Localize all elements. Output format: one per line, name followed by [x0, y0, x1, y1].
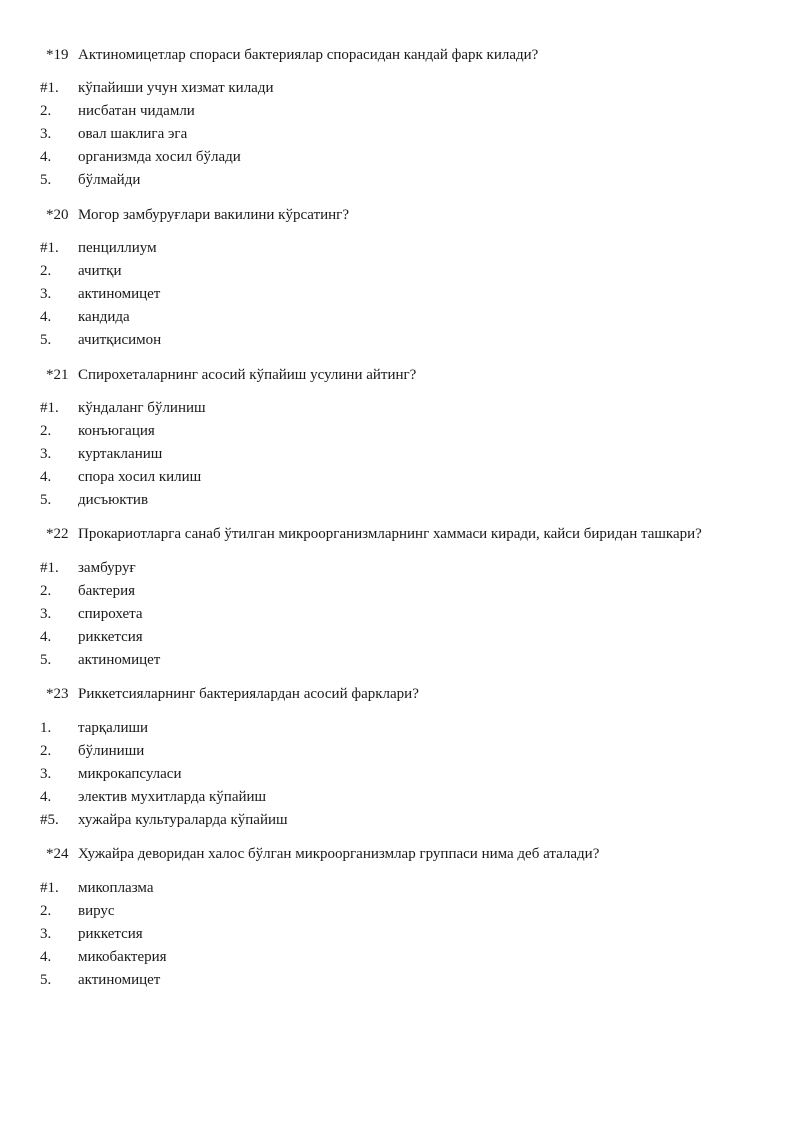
answer-option	[0, 717, 800, 739]
option-text: электив мухитларда кўпайиш	[78, 789, 267, 805]
question-number: *20	[46, 207, 69, 223]
option-marker: 2.	[40, 743, 52, 759]
answer-option	[0, 923, 800, 945]
option-marker: #1.	[40, 240, 59, 256]
question-text: Актиномицетлар спораси бактериялар спорасидан кандай фарк килади?	[78, 47, 539, 63]
answer-option	[0, 786, 800, 808]
question-text: Хужайра деворидан халос бўлган микроорганизмлар группаси нима деб аталади?	[78, 846, 600, 862]
option-marker: 4.	[40, 469, 52, 485]
option-marker: #1.	[40, 400, 59, 416]
answer-option	[0, 169, 800, 191]
answer-option	[0, 260, 800, 282]
question-number: *21	[46, 367, 69, 383]
option-text: кўпайиши учун хизмат килади	[78, 80, 274, 96]
option-marker: 3.	[40, 286, 52, 302]
option-marker: 5.	[40, 332, 52, 348]
option-text: микрокапсуласи	[78, 766, 182, 782]
option-text: ачитқисимон	[78, 332, 162, 348]
option-marker: 3.	[40, 446, 52, 462]
option-text: конъюгация	[78, 423, 155, 439]
option-marker: 2.	[40, 423, 52, 439]
option-text: организмда хосил бўлади	[78, 149, 241, 165]
answer-option	[0, 969, 800, 991]
question-text: Спирохеталарнинг асосий кўпайиш усулини айтинг?	[78, 367, 417, 383]
option-text: риккетсия	[78, 629, 143, 645]
option-text: куртакланиш	[78, 446, 163, 462]
option-marker: 5.	[40, 652, 52, 668]
answer-option	[0, 580, 800, 602]
option-marker: 1.	[40, 720, 52, 736]
option-marker: 3.	[40, 606, 52, 622]
answer-option	[0, 626, 800, 648]
question-number: *22	[46, 526, 69, 542]
answer-option	[0, 557, 800, 579]
answer-option	[0, 740, 800, 762]
answer-option	[0, 283, 800, 305]
answer-option	[0, 397, 800, 419]
option-marker: #1.	[40, 880, 59, 896]
option-text: актиномицет	[78, 652, 161, 668]
option-text: микобактерия	[78, 949, 167, 965]
answer-option	[0, 946, 800, 968]
option-text: ачитқи	[78, 263, 122, 279]
answer-option	[0, 306, 800, 328]
option-text: актиномицет	[78, 286, 161, 302]
option-marker: 4.	[40, 949, 52, 965]
question-number: *19	[46, 47, 69, 63]
answer-option	[0, 466, 800, 488]
option-marker: 4.	[40, 629, 52, 645]
option-text: риккетсия	[78, 926, 143, 942]
option-marker: 2.	[40, 583, 52, 599]
answer-option	[0, 809, 800, 831]
option-marker: 5.	[40, 172, 52, 188]
answer-option	[0, 603, 800, 625]
answer-option	[0, 329, 800, 351]
option-marker: #1.	[40, 80, 59, 96]
option-marker: #1.	[40, 560, 59, 576]
option-marker: 3.	[40, 126, 52, 142]
answer-option	[0, 763, 800, 785]
answer-option	[0, 100, 800, 122]
question-number: *24	[46, 846, 69, 862]
answer-option	[0, 420, 800, 442]
question-text: Прокариотларга санаб ўтилган микроорганизмларнинг хаммаси киради, кайси биридан ташкари?	[78, 526, 702, 542]
option-marker: 4.	[40, 309, 52, 325]
answer-option	[0, 146, 800, 168]
option-text: овал шаклига эга	[78, 126, 188, 142]
option-marker: 5.	[40, 492, 52, 508]
answer-option	[0, 489, 800, 511]
question-number: *23	[46, 686, 69, 702]
option-text: актиномицет	[78, 972, 161, 988]
answer-option	[0, 237, 800, 259]
option-text: кўндаланг бўлиниш	[78, 400, 206, 416]
question-text: Могор замбуруғлари вакилини кўрсатинг?	[78, 207, 349, 223]
option-marker: 5.	[40, 972, 52, 988]
option-text: хужайра культураларда кўпайиш	[78, 812, 288, 828]
option-marker: 2.	[40, 263, 52, 279]
option-text: спора хосил килиш	[78, 469, 202, 485]
answer-option	[0, 649, 800, 671]
option-text: дисъюктив	[78, 492, 149, 508]
option-text: спирохета	[78, 606, 143, 622]
option-text: нисбатан чидамли	[78, 103, 195, 119]
option-marker: 2.	[40, 903, 52, 919]
option-text: бўлиниши	[78, 743, 145, 759]
option-text: замбуруғ	[78, 560, 136, 576]
option-marker: 2.	[40, 103, 52, 119]
answer-option	[0, 900, 800, 922]
option-text: тарқалиши	[78, 720, 149, 736]
question-text: Риккетсияларнинг бактериялардан асосий фарклари?	[78, 686, 419, 702]
answer-option	[0, 123, 800, 145]
option-text: бактерия	[78, 583, 136, 599]
option-marker: 4.	[40, 149, 52, 165]
option-text: пенциллиум	[78, 240, 157, 256]
option-marker: #5.	[40, 812, 59, 828]
option-marker: 3.	[40, 766, 52, 782]
option-text: кандида	[78, 309, 130, 325]
option-text: микоплазма	[78, 880, 154, 896]
option-marker: 4.	[40, 789, 52, 805]
answer-option	[0, 77, 800, 99]
answer-option	[0, 877, 800, 899]
answer-option	[0, 443, 800, 465]
option-text: вирус	[78, 903, 115, 919]
option-text: бўлмайди	[78, 172, 141, 188]
option-marker: 3.	[40, 926, 52, 942]
